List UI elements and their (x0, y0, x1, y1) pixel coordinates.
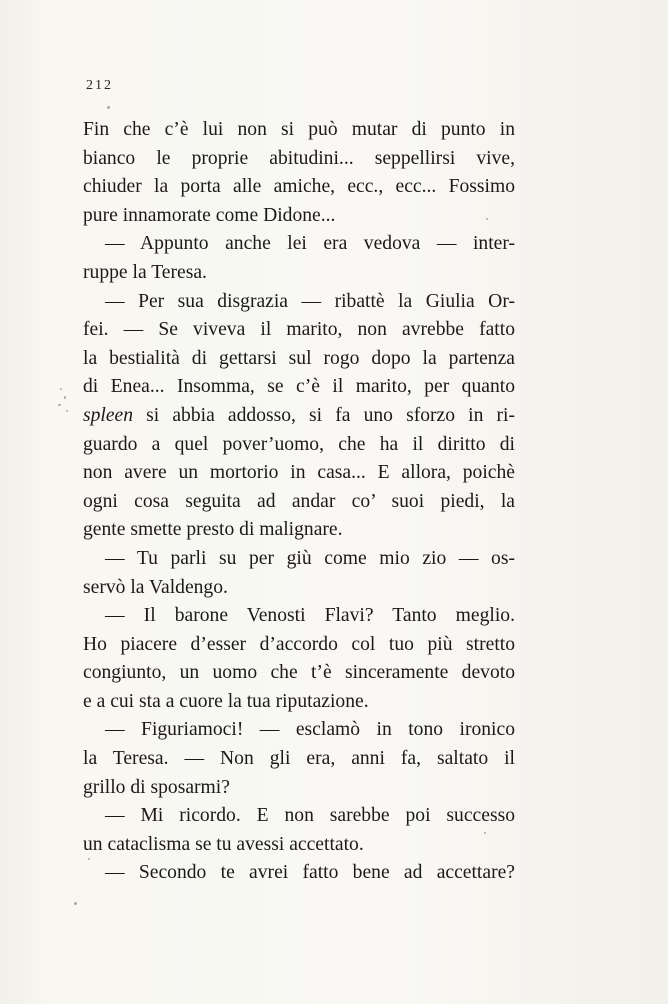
text-line: di Enea... Insomma, se c’è il marito, per quanto (83, 376, 515, 398)
paragraph-1 (83, 116, 515, 230)
text-line: guardo a quel pover’uomo, che ha il diritto di (83, 433, 515, 455)
text-line: — Figuriamoci! — esclamò in tono ironico (105, 719, 515, 741)
text-line: servò la Valdengo. (83, 576, 228, 598)
text-line: un cataclisma se tu avessi accettato. (83, 833, 364, 855)
paper-speck (66, 410, 68, 412)
paper-speck (64, 396, 66, 399)
text-line: Fin che c’è lui non si può mutar di punto in (83, 119, 515, 140)
text-line: fei. — Se viveva il marito, non avrebbe fatto (83, 319, 515, 341)
text-line: — Secondo te avrei fatto bene ad accettare? (105, 862, 515, 884)
text-line: — Il barone Venosti Flavi? Tanto meglio. (105, 605, 515, 627)
text-line: chiuder la porta alle amiche, ecc., ecc... Fossimo (83, 176, 515, 198)
text-line: la Teresa. — Non gli era, anni fa, saltato il (83, 748, 515, 770)
paper-speck (107, 106, 110, 109)
paper-speck (74, 902, 77, 905)
text-line: non avere un mortorio in casa... E allora, poichè (83, 462, 515, 484)
text-fragment: si abbia addosso, si fa uno sforzo in ri- (133, 404, 515, 426)
paragraph-7 (83, 802, 515, 859)
text-line: gente smette presto di malignare. (83, 519, 343, 541)
body-text (83, 116, 515, 888)
text-line: la bestialità di gettarsi sul rogo dopo la partenza (83, 347, 515, 369)
text-line: pure innamorate come Didone... (83, 204, 336, 226)
paragraph-4 (83, 545, 515, 602)
paragraph-8 (83, 859, 515, 888)
text-line: e a cui sta a cuore la tua riputazione. (83, 690, 369, 712)
paragraph-6 (83, 716, 515, 802)
paper-speck (486, 218, 488, 220)
page-number: 212 (86, 78, 113, 93)
paper-speck (484, 832, 486, 834)
paragraph-5 (83, 602, 515, 716)
text-line: — Tu parli su per giù come mio zio — os- (105, 547, 515, 569)
paper-speck (88, 858, 90, 860)
text-line: congiunto, un uomo che t’è sinceramente devoto (83, 662, 515, 684)
italic-word: spleen (83, 404, 134, 426)
text-line: ruppe la Teresa. (83, 261, 207, 283)
text-line: bianco le proprie abitudini... seppellirsi vive, (83, 147, 515, 169)
text-line: — Appunto anche lei era vedova — inter- (105, 233, 515, 255)
paper-speck (58, 404, 61, 406)
text-line: ogni cosa seguita ad andar co’ suoi piedi, la (83, 490, 515, 512)
text-line: — Mi ricordo. E non sarebbe poi successo (105, 805, 515, 827)
paragraph-3 (83, 288, 515, 545)
paragraph-2 (83, 230, 515, 287)
text-line: grillo di sposarmi? (83, 776, 230, 798)
text-line: — Per sua disgrazia — ribattè la Giulia Or- (105, 290, 515, 312)
paper-speck (60, 388, 62, 390)
text-line-with-italic (83, 402, 515, 431)
text-line: Ho piacere d’esser d’accordo col tuo più stretto (83, 633, 515, 655)
